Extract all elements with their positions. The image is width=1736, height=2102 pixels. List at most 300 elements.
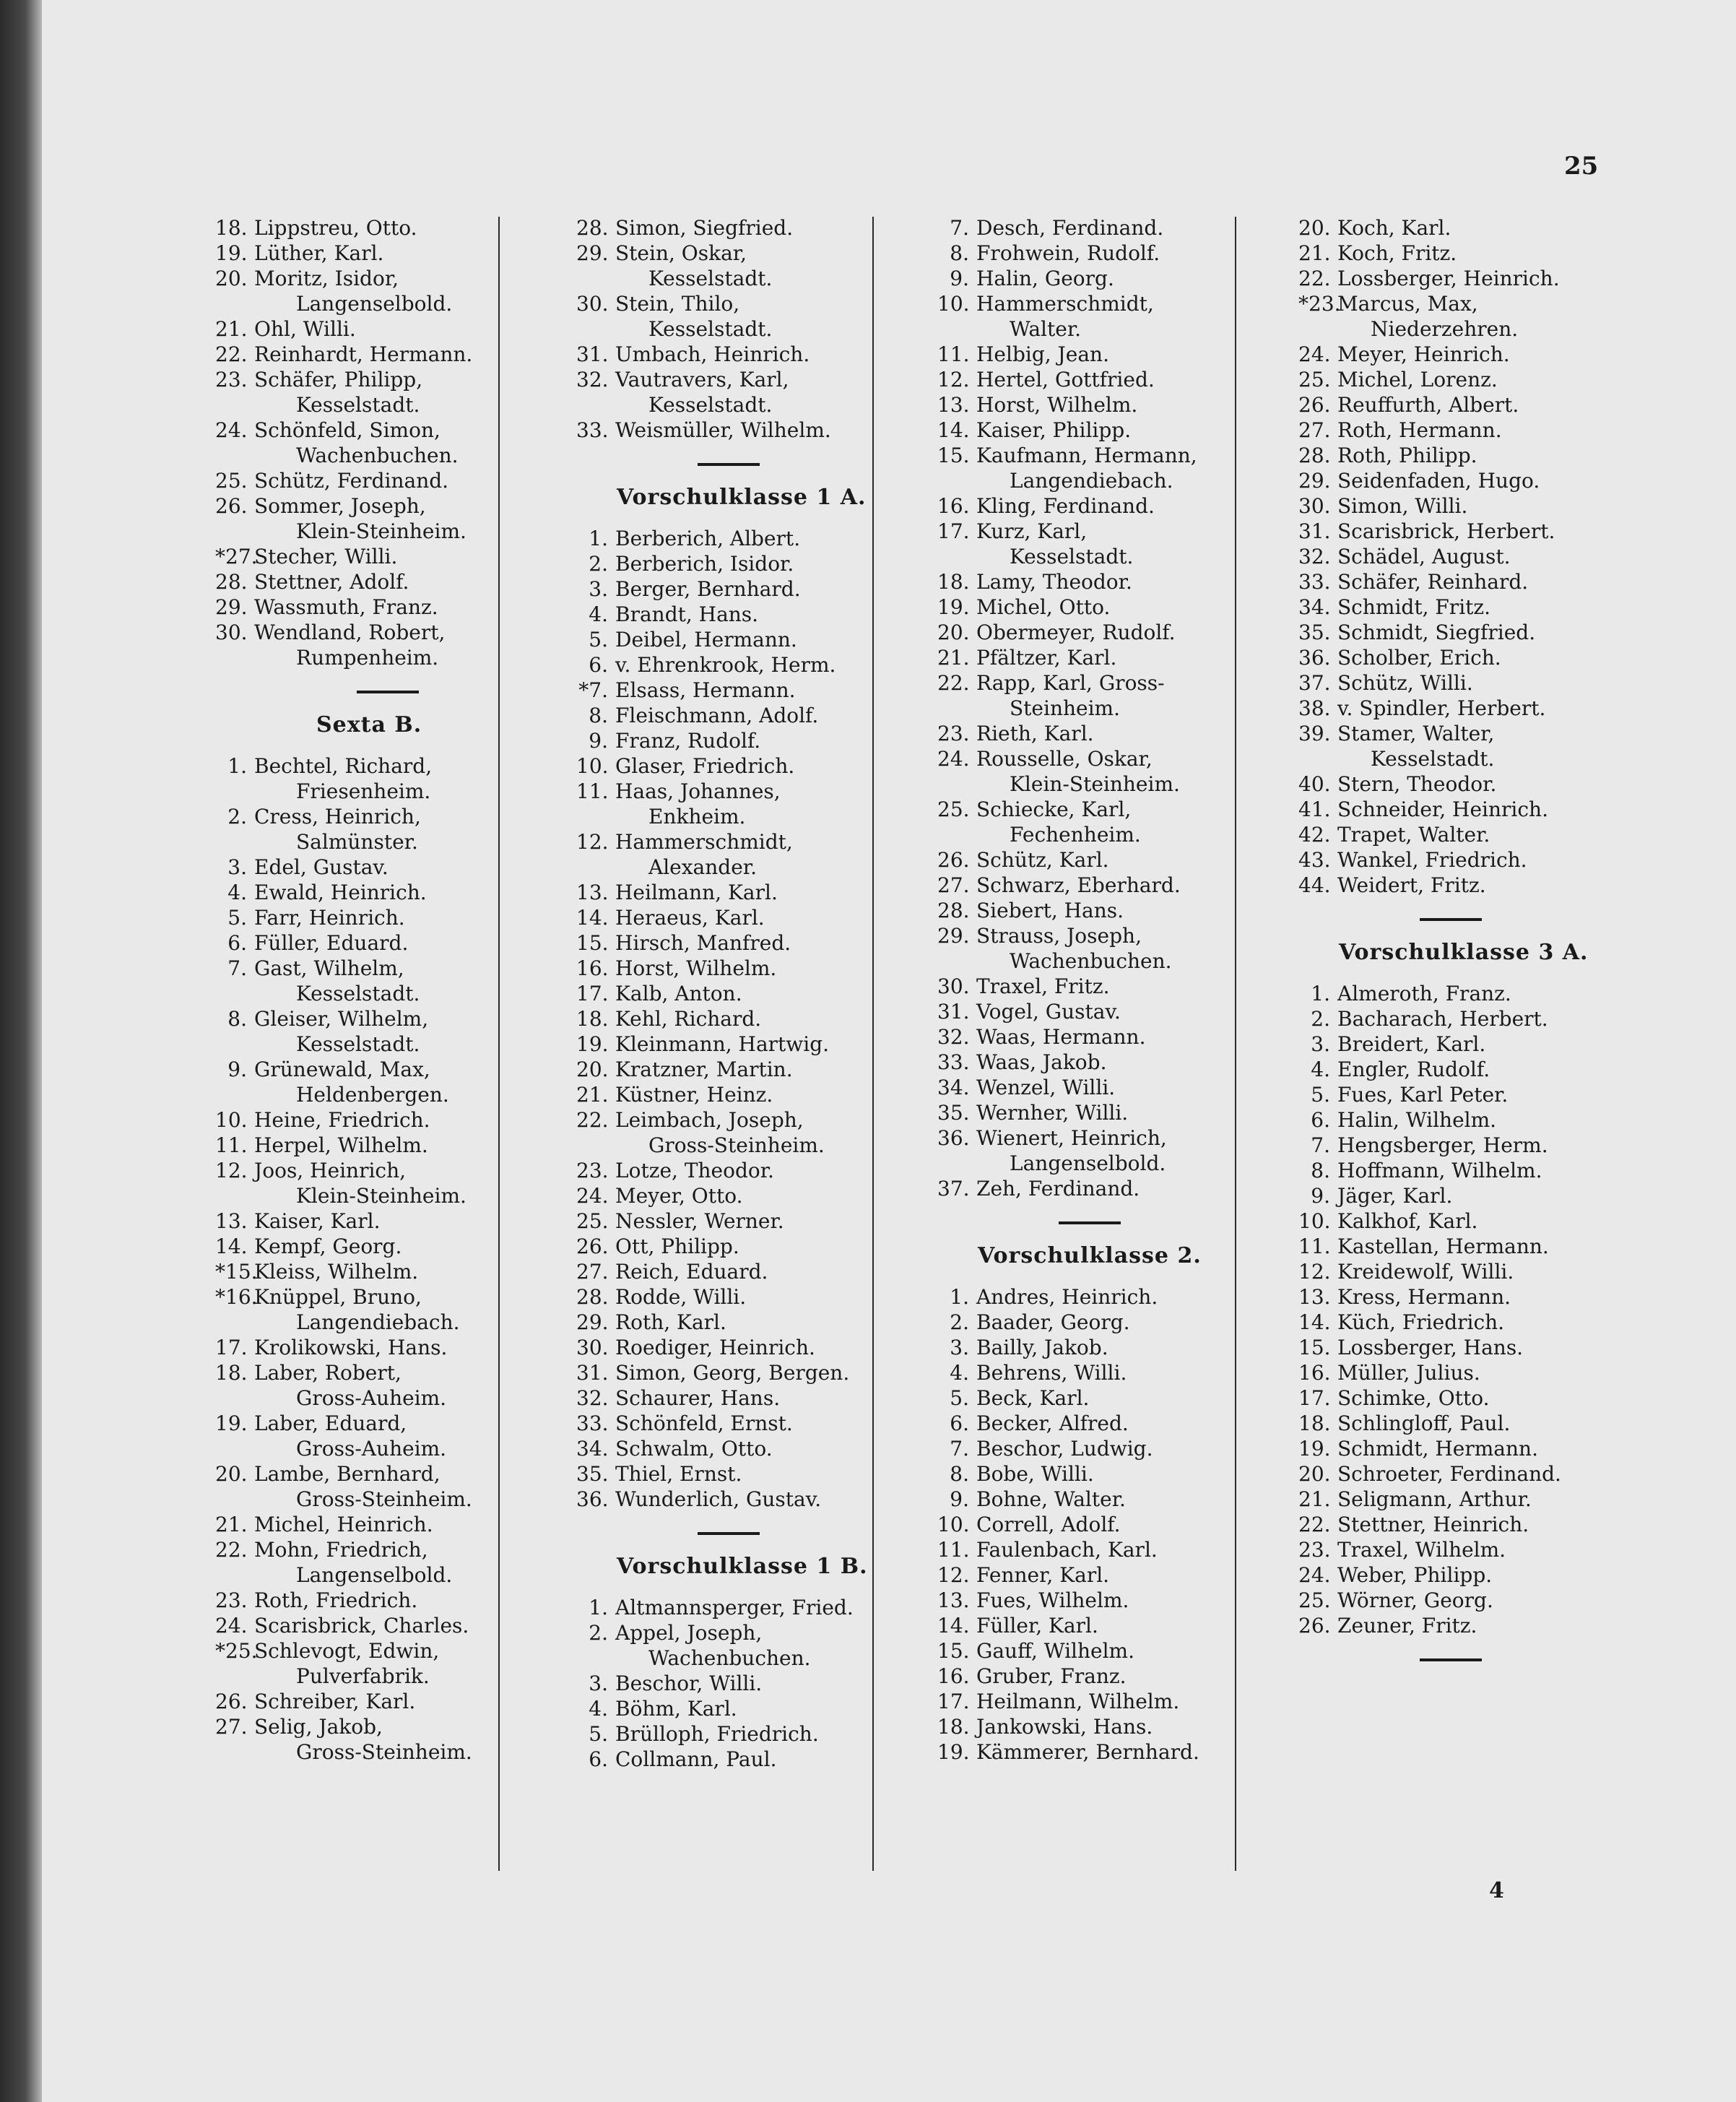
student-name: Schiecke, Karl, (976, 797, 1132, 821)
student-entry (576, 215, 916, 241)
entry-number: 35. (576, 1462, 609, 1486)
entry-number: 9. (950, 267, 969, 290)
student-entry (215, 418, 540, 443)
entry-number: 28. (215, 570, 248, 594)
column-2 (576, 215, 916, 1772)
entry-number: 30. (576, 1336, 609, 1359)
student-entry (576, 930, 916, 956)
column-divider (498, 217, 500, 1871)
section-divider-rule (1420, 1658, 1482, 1661)
student-name: Breidert, Karl. (1337, 1032, 1486, 1056)
entry-number: 11. (937, 342, 970, 366)
student-entry (1298, 493, 1623, 519)
student-entry (937, 569, 1262, 594)
entry-number: 14. (576, 906, 609, 930)
student-name: Nessler, Werner. (615, 1209, 784, 1233)
student-name: Fues, Karl Peter. (1337, 1083, 1509, 1107)
entry-number: 19. (1298, 1437, 1331, 1461)
student-hometown: Salmünster. (296, 830, 418, 854)
student-entry (1298, 873, 1623, 898)
entry-number: 14. (1298, 1310, 1331, 1334)
student-name: Kastellan, Hermann. (1337, 1234, 1549, 1258)
student-entry (937, 1638, 1262, 1664)
student-name: Gleiser, Wilhelm, (254, 1007, 429, 1031)
student-name: Küstner, Heinz. (615, 1083, 773, 1107)
student-entry (215, 1006, 540, 1031)
student-name: Roth, Karl. (615, 1310, 726, 1334)
entry-number: 7. (227, 956, 247, 980)
student-name: Stein, Oskar, (615, 241, 747, 265)
student-name: Weber, Philipp. (1337, 1563, 1493, 1587)
entry-number: 36. (576, 1487, 609, 1511)
entry-number: 23. (937, 722, 970, 745)
student-entry (576, 652, 916, 678)
student-entry (937, 620, 1262, 645)
student-entry (215, 956, 540, 981)
student-name: Fues, Wilhelm. (976, 1588, 1129, 1612)
entry-number: *15. (215, 1260, 258, 1284)
student-entry (937, 1411, 1262, 1436)
student-hometown: Kesselstadt. (296, 982, 420, 1005)
student-name: Schmidt, Hermann. (1337, 1437, 1538, 1461)
student-entry (937, 1075, 1262, 1100)
entry-number: 21. (215, 1513, 248, 1536)
student-name: Schütz, Willi. (1337, 671, 1473, 695)
entry-number: 25. (937, 797, 970, 821)
entry-number: 13. (1298, 1285, 1331, 1309)
student-entry (215, 215, 540, 241)
entry-number: 9. (227, 1058, 247, 1081)
student-name: Schönfeld, Simon, (254, 418, 440, 442)
student-entry (1298, 847, 1623, 873)
student-entry (1298, 418, 1623, 443)
student-entry (215, 241, 540, 266)
student-name: Schädel, August. (1337, 545, 1511, 568)
entry-number: 1. (950, 1285, 969, 1309)
student-entry (937, 1024, 1262, 1050)
student-name: Brülloph, Friedrich. (615, 1722, 819, 1746)
student-hometown: Klein-Steinheim. (1010, 772, 1180, 796)
student-entry (215, 1284, 540, 1310)
entry-number: 20. (1298, 1462, 1331, 1486)
entry-number: 24. (1298, 342, 1331, 366)
student-name: Kling, Ferdinand. (976, 494, 1155, 518)
student-entry (215, 1335, 540, 1360)
student-entry (1298, 392, 1623, 418)
student-name: Appel, Joseph, (615, 1621, 763, 1645)
entry-number: 19. (576, 1032, 609, 1056)
entry-number: 22. (937, 671, 970, 695)
student-entry (937, 392, 1262, 418)
entry-number: 32. (576, 368, 609, 392)
student-entry (937, 443, 1262, 468)
signature-mark: 4 (1489, 1878, 1504, 1903)
entry-number: 24. (576, 1184, 609, 1208)
entry-number: 15. (1298, 1336, 1331, 1359)
entry-number: 34. (1298, 595, 1331, 619)
student-name: Schwalm, Otto. (615, 1437, 773, 1461)
student-entry (1298, 1158, 1623, 1183)
entry-number: 13. (937, 393, 970, 417)
student-name: Hammerschmidt, (615, 830, 793, 854)
student-name: Hirsch, Manfred. (615, 931, 791, 955)
student-name: Sommer, Joseph, (254, 494, 426, 518)
entry-number: 18. (215, 1361, 248, 1385)
student-name: Schreiber, Karl. (254, 1690, 416, 1713)
entry-number: 30. (576, 292, 609, 316)
student-entry (1298, 1461, 1623, 1487)
student-entry (576, 1747, 916, 1772)
entry-number: 12. (937, 368, 970, 392)
student-entry (1298, 1310, 1623, 1335)
entry-number: 8. (589, 704, 608, 727)
column-1 (215, 215, 540, 1765)
student-name: Fenner, Karl. (976, 1563, 1110, 1587)
student-entry (1298, 670, 1623, 696)
student-name: Berberich, Albert. (615, 527, 801, 550)
student-entry (215, 1537, 540, 1562)
student-name: Beck, Karl. (976, 1386, 1090, 1410)
entry-number: 3. (589, 1671, 608, 1695)
student-name: Rousselle, Oskar, (976, 747, 1153, 771)
student-entry (215, 1638, 540, 1664)
student-name: Wörner, Georg. (1337, 1588, 1493, 1612)
student-name: Ohl, Willi. (254, 317, 356, 341)
student-name: Kaufmann, Hermann, (976, 444, 1197, 467)
entry-number: 23. (215, 1588, 248, 1612)
student-name: Gruber, Franz. (976, 1664, 1127, 1688)
student-name: Kaiser, Karl. (254, 1209, 381, 1233)
student-entry (576, 956, 916, 981)
student-name: Scholber, Erich. (1337, 646, 1501, 670)
student-entry (215, 1689, 540, 1714)
student-hometown: Kesselstadt. (1010, 545, 1134, 568)
entry-number: 1. (1311, 982, 1330, 1005)
entry-number: 21. (576, 1083, 609, 1107)
entry-number: 6. (1311, 1108, 1330, 1132)
student-entry (576, 1006, 916, 1031)
student-entry (576, 1620, 916, 1645)
student-entry (576, 241, 916, 266)
student-name: Zeuner, Fritz. (1337, 1614, 1477, 1638)
student-entry (1298, 266, 1623, 291)
student-entry (1298, 1107, 1623, 1133)
student-entry (576, 576, 916, 602)
student-name: Cress, Heinrich, (254, 805, 421, 829)
entry-number: 9. (1311, 1184, 1330, 1208)
student-entry (937, 493, 1262, 519)
student-entry (576, 526, 916, 551)
entry-number: 5. (1311, 1083, 1330, 1107)
entry-number: 35. (937, 1101, 970, 1125)
entry-number: 31. (937, 1000, 970, 1024)
student-entry (215, 1259, 540, 1284)
student-name: Scarisbrick, Herbert. (1337, 519, 1555, 543)
section-divider-rule (1059, 1221, 1121, 1224)
entry-number: 11. (1298, 1234, 1331, 1258)
entry-number: 23. (576, 1159, 609, 1182)
student-entry (937, 974, 1262, 999)
student-entry (576, 1158, 916, 1183)
student-entry (576, 602, 916, 627)
entry-number: 13. (576, 881, 609, 904)
entry-number: 39. (1298, 722, 1331, 745)
student-name: Strauss, Joseph, (976, 924, 1142, 948)
entry-number: 26. (215, 494, 248, 518)
student-name: Schütz, Ferdinand. (254, 469, 449, 493)
entry-number: 18. (576, 1007, 609, 1031)
student-entry (576, 627, 916, 652)
student-entry (215, 1158, 540, 1183)
student-hometown: Langenselbold. (296, 292, 453, 316)
student-entry (1298, 367, 1623, 392)
entry-number: 14. (937, 1614, 970, 1638)
entry-number: 8. (950, 1462, 969, 1486)
entry-number: 29. (937, 924, 970, 948)
student-hometown: Kesselstadt. (648, 317, 773, 341)
student-hometown: Kesselstadt. (648, 267, 773, 290)
entry-number: 30. (1298, 494, 1331, 518)
student-name: Lippstreu, Otto. (254, 216, 417, 240)
student-name: Schwarz, Eberhard. (976, 873, 1181, 897)
student-name: Stein, Thilo, (615, 292, 740, 316)
student-name: Mohn, Friedrich, (254, 1538, 428, 1562)
student-name: Weismüller, Wilhelm. (615, 418, 831, 442)
entry-number: 26. (937, 848, 970, 872)
student-entry (215, 753, 540, 779)
entry-number: 13. (215, 1209, 248, 1233)
entry-number: 19. (215, 241, 248, 265)
student-name: Engler, Rudolf. (1337, 1058, 1490, 1081)
student-entry (215, 1208, 540, 1234)
student-entry (937, 1487, 1262, 1512)
student-entry (576, 678, 916, 703)
entry-number: 44. (1298, 873, 1331, 897)
student-name: Vautravers, Karl, (615, 368, 789, 392)
entry-number: 33. (576, 418, 609, 442)
student-entry (1298, 1006, 1623, 1031)
student-entry (576, 829, 916, 855)
student-entry (937, 418, 1262, 443)
student-entry (937, 670, 1262, 696)
student-name: Roth, Philipp. (1337, 444, 1477, 467)
student-entry (215, 1411, 540, 1436)
student-entry (937, 1335, 1262, 1360)
entry-number: 29. (576, 241, 609, 265)
student-entry (576, 728, 916, 753)
student-entry (215, 855, 540, 880)
student-entry (1298, 594, 1623, 620)
student-entry (937, 1284, 1262, 1310)
student-entry (576, 342, 916, 367)
student-name: Kempf, Georg. (254, 1234, 402, 1258)
entry-number: 37. (1298, 671, 1331, 695)
student-name: Deibel, Hermann. (615, 628, 797, 652)
student-entry (215, 342, 540, 367)
student-entry (215, 569, 540, 594)
student-hometown: Kesselstadt. (296, 1032, 420, 1056)
student-name: Küch, Friedrich. (1337, 1310, 1505, 1334)
student-entry (215, 804, 540, 829)
student-entry (937, 1739, 1262, 1765)
student-entry (576, 418, 916, 443)
student-name: Lossberger, Hans. (1337, 1336, 1524, 1359)
student-name: Seligmann, Arthur. (1337, 1487, 1532, 1511)
class-heading: Vorschulklasse 3 A. (1339, 940, 1589, 965)
entry-number: 17. (215, 1336, 248, 1359)
entry-number: 33. (1298, 570, 1331, 594)
entry-number: 19. (215, 1411, 248, 1435)
student-name: Wankel, Friedrich. (1337, 848, 1527, 872)
student-entry (576, 1595, 916, 1620)
student-name: Hammerschmidt, (976, 292, 1154, 316)
student-entry (1298, 569, 1623, 594)
student-entry (1298, 1487, 1623, 1512)
entry-number: 25. (1298, 368, 1331, 392)
student-name: Wassmuth, Franz. (254, 595, 438, 619)
student-name: Rieth, Karl. (976, 722, 1094, 745)
student-name: Becker, Alfred. (976, 1411, 1129, 1435)
entry-number: 16. (576, 956, 609, 980)
student-entry (937, 1562, 1262, 1588)
student-hometown: Rumpenheim. (296, 646, 439, 670)
student-name: Kehl, Richard. (615, 1007, 762, 1031)
entry-number: 15. (576, 931, 609, 955)
student-entry (215, 316, 540, 342)
entry-number: *23. (1298, 292, 1341, 316)
student-entry (1298, 215, 1623, 241)
entry-number: 10. (937, 292, 970, 316)
student-entry (215, 880, 540, 905)
student-entry (937, 367, 1262, 392)
entry-number: 4. (589, 602, 608, 626)
student-name: Bobe, Willi. (976, 1462, 1094, 1486)
student-entry (576, 981, 916, 1006)
entry-number: 14. (215, 1234, 248, 1258)
student-entry (576, 1436, 916, 1461)
student-name: Wienert, Heinrich, (976, 1126, 1167, 1150)
student-entry (215, 1133, 540, 1158)
entry-number: 10. (1298, 1209, 1331, 1233)
student-name: Gauff, Wilhelm. (976, 1639, 1134, 1663)
entry-number: 2. (950, 1310, 969, 1334)
student-name: Schaurer, Hans. (615, 1386, 781, 1410)
student-entry (937, 847, 1262, 873)
student-entry (1298, 443, 1623, 468)
entry-number: 6. (227, 931, 247, 955)
entry-number: 25. (576, 1209, 609, 1233)
student-hometown: Langenselbold. (1010, 1151, 1166, 1175)
student-entry (1298, 519, 1623, 544)
student-entry (215, 1588, 540, 1613)
class-heading: Sexta B. (316, 712, 422, 738)
entry-number: 29. (1298, 469, 1331, 493)
student-name: Schlingloff, Paul. (1337, 1411, 1511, 1435)
student-entry (937, 1512, 1262, 1537)
entry-number: 32. (937, 1025, 970, 1049)
student-name: v. Ehrenkrook, Herm. (615, 653, 836, 677)
student-name: Kalkhof, Karl. (1337, 1209, 1478, 1233)
entry-number: 28. (576, 216, 609, 240)
student-name: Wernher, Willi. (976, 1101, 1129, 1125)
entry-number: 18. (937, 1715, 970, 1739)
student-entry (1298, 1360, 1623, 1385)
student-name: Heine, Friedrich. (254, 1108, 430, 1132)
student-name: Waas, Jakob. (976, 1050, 1107, 1074)
student-hometown: Walter. (1010, 317, 1082, 341)
student-name: Heilmann, Karl. (615, 881, 778, 904)
student-name: Simon, Siegfried. (615, 216, 794, 240)
student-entry (1298, 1183, 1623, 1208)
student-entry (1298, 544, 1623, 569)
entry-number: 4. (950, 1361, 969, 1385)
student-name: Rapp, Karl, Gross- (976, 671, 1165, 695)
student-name: Berberich, Isidor. (615, 552, 794, 576)
student-name: Simon, Willi. (1337, 494, 1468, 518)
entry-number: 3. (950, 1336, 969, 1359)
student-name: Ewald, Heinrich. (254, 881, 427, 904)
student-entry (215, 1057, 540, 1082)
student-name: Kleinmann, Hartwig. (615, 1032, 830, 1056)
student-entry (1298, 1411, 1623, 1436)
student-name: Meyer, Otto. (615, 1184, 743, 1208)
student-name: Schlevogt, Edwin, (254, 1639, 440, 1663)
student-name: Koch, Karl. (1337, 216, 1451, 240)
entry-number: 20. (937, 620, 970, 644)
student-entry (937, 1176, 1262, 1201)
student-hometown: Heldenbergen. (296, 1083, 449, 1107)
student-name: Stettner, Adolf. (254, 570, 409, 594)
student-entry (937, 266, 1262, 291)
student-name: Leimbach, Joseph, (615, 1108, 804, 1132)
student-entry (937, 923, 1262, 948)
entry-number: 12. (937, 1563, 970, 1587)
student-name: Glaser, Friedrich. (615, 754, 795, 778)
entry-number: 42. (1298, 823, 1331, 847)
student-name: Schneider, Heinrich. (1337, 797, 1548, 821)
student-name: Schäfer, Reinhard. (1337, 570, 1529, 594)
student-name: Heilmann, Wilhelm. (976, 1690, 1180, 1713)
student-name: Edel, Gustav. (254, 855, 389, 879)
document-page (42, 0, 1736, 2102)
student-entry (576, 880, 916, 905)
student-name: Reinhardt, Hermann. (254, 342, 473, 366)
entry-number: 40. (1298, 772, 1331, 796)
entry-number: 1. (227, 754, 247, 778)
student-name: Frohwein, Rudolf. (976, 241, 1160, 265)
entry-number: 23. (1298, 1538, 1331, 1562)
student-entry (576, 291, 916, 316)
student-name: Bechtel, Richard, (254, 754, 433, 778)
student-name: Bailly, Jakob. (976, 1336, 1108, 1359)
entry-number: 2. (227, 805, 247, 829)
student-name: Franz, Rudolf. (615, 729, 761, 753)
student-name: Herpel, Wilhelm. (254, 1133, 428, 1157)
student-name: Füller, Eduard. (254, 931, 409, 955)
entry-number: 31. (576, 1361, 609, 1385)
entry-number: 12. (576, 830, 609, 854)
student-entry (937, 1714, 1262, 1739)
student-hometown: Langendiebach. (1010, 469, 1173, 493)
student-entry (937, 645, 1262, 670)
entry-number: *27. (215, 545, 258, 568)
student-hometown: Klein-Steinheim. (296, 1184, 466, 1208)
entry-number: 35. (1298, 620, 1331, 644)
student-entry (937, 999, 1262, 1024)
entry-number: 10. (215, 1108, 248, 1132)
student-entry (1298, 1562, 1623, 1588)
entry-number: 36. (1298, 646, 1331, 670)
